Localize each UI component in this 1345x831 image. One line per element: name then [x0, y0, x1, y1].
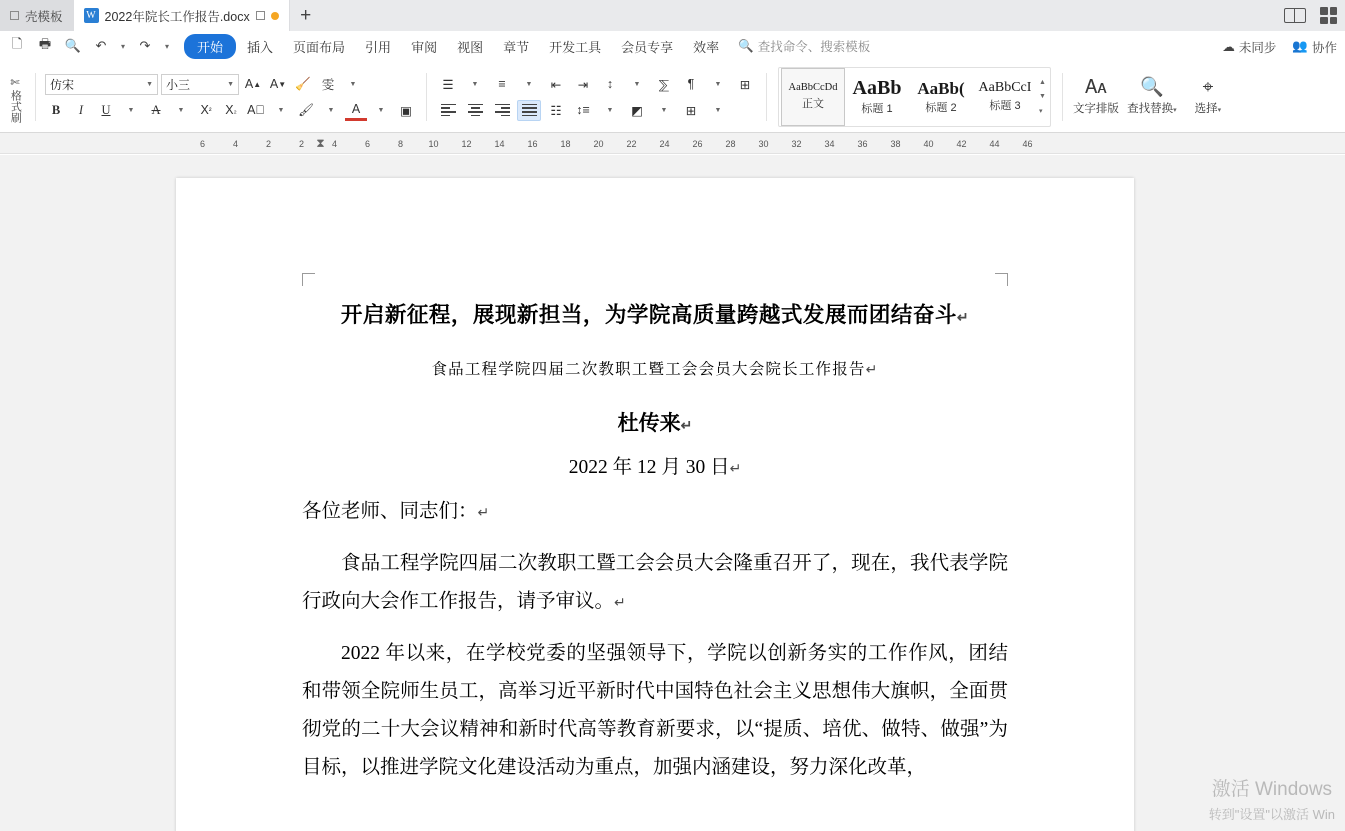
- document-author: 杜传来↵: [617, 411, 693, 435]
- ruler-mark: 10: [428, 138, 439, 149]
- word-file-icon: W: [84, 8, 99, 23]
- style-preview: AaBb: [852, 77, 902, 99]
- paragraph-mark: ↵: [956, 311, 970, 326]
- char-shading-icon[interactable]: ▣: [400, 103, 412, 118]
- sort-icon[interactable]: ↕: [606, 77, 614, 91]
- ruler-mark: 2: [265, 138, 271, 149]
- undo-caret-icon[interactable]: ▾: [120, 41, 125, 51]
- document-title: 开启新征程，展现新担当，为学院高质量跨越式发展而团结奋斗↵: [340, 303, 970, 327]
- tab-developer-tools[interactable]: 开发工具: [549, 39, 602, 55]
- numbering-caret-icon[interactable]: ▼: [525, 80, 533, 88]
- tab-section[interactable]: 章节: [503, 39, 530, 55]
- line-spacing-icon[interactable]: ↕≡: [576, 103, 590, 117]
- paragraph-mark: ↵: [729, 462, 742, 477]
- format-painter-label: 格式刷: [9, 89, 22, 123]
- paragraph-mark: ↵: [680, 419, 693, 434]
- watermark-line-1: 激活 Windows: [1211, 779, 1333, 800]
- close-icon[interactable]: [256, 11, 265, 20]
- new-tab-button[interactable]: [290, 0, 322, 31]
- line-spacing-caret-icon[interactable]: ▼: [606, 106, 614, 114]
- new-tab-label: +: [300, 4, 312, 26]
- format-painter-group: [0, 62, 30, 132]
- collab-label: 协作: [1311, 40, 1337, 55]
- style-heading-1[interactable]: [845, 68, 909, 126]
- char-border-icon[interactable]: A⃞: [247, 103, 265, 117]
- file-icon[interactable]: 🗋: [11, 36, 23, 51]
- divider: [766, 73, 767, 121]
- shading-caret-icon[interactable]: ▼: [660, 106, 668, 114]
- shrink-font-icon[interactable]: A ▼: [269, 77, 287, 91]
- pinyin-caret-icon[interactable]: ▼: [349, 80, 357, 88]
- undo-icon[interactable]: ↶: [95, 38, 107, 53]
- chevron-down-icon: ▼: [146, 80, 153, 88]
- show-marks-caret-icon[interactable]: ▼: [714, 80, 722, 88]
- font-color-icon[interactable]: A: [345, 100, 367, 121]
- style-heading-3[interactable]: [973, 68, 1037, 126]
- text-layout-label: 文字排版: [1072, 103, 1119, 115]
- tabbar-right-controls: [1284, 0, 1337, 31]
- highlight-icon[interactable]: 🖌: [298, 102, 314, 117]
- redo-icon[interactable]: ↷: [139, 38, 151, 53]
- select-button[interactable]: [1180, 66, 1236, 128]
- bullets-caret-icon[interactable]: ▼: [471, 80, 479, 88]
- tab-shell-template[interactable]: [0, 0, 74, 31]
- ruler-mark: 32: [791, 138, 802, 149]
- ribbon-start: [0, 62, 1345, 133]
- sync-status[interactable]: [1222, 38, 1276, 56]
- align-center-icon[interactable]: [463, 100, 487, 121]
- ruler-mark: 18: [560, 138, 571, 149]
- search-icon: 🔍: [738, 38, 754, 53]
- paragraph-mark: ↵: [865, 363, 879, 378]
- document-salutation: 各位老师、同志们：↵: [302, 501, 490, 522]
- collaborate-button[interactable]: [1292, 38, 1337, 56]
- ruler-mark: 20: [593, 138, 604, 149]
- ruler-mark: 46: [1022, 138, 1033, 149]
- ruler-mark: 26: [692, 138, 703, 149]
- align-left-icon[interactable]: [436, 100, 460, 121]
- document-tab-bar: [0, 0, 1345, 31]
- pinyin-guide-icon[interactable]: 雯: [321, 78, 335, 92]
- sort-caret-icon[interactable]: ▼: [633, 80, 641, 88]
- font-group: [41, 62, 421, 132]
- document-subtitle: 食品工程学院四届二次教职工暨工会会员大会院长工作报告↵: [431, 361, 879, 378]
- watermark-line-2: 转到"设置"以激活 Win: [1208, 807, 1335, 822]
- ruler-mark: 40: [923, 138, 934, 149]
- tab-insert[interactable]: 插入: [247, 39, 274, 55]
- ruler-mark: 2: [298, 138, 304, 149]
- ribbon-tabs: [184, 34, 728, 59]
- quick-access-toolbar: [4, 34, 180, 58]
- find-replace-icon: 🔍: [1140, 77, 1164, 98]
- bullets-icon[interactable]: ☰: [442, 77, 454, 92]
- style-label: 标题 2: [925, 101, 957, 114]
- font-color-caret-icon[interactable]: ▼: [377, 106, 385, 114]
- cloud-sync-icon: ☁: [1222, 40, 1235, 54]
- document-content[interactable]: [302, 298, 1008, 787]
- tab-member-exclusive[interactable]: 会员专享: [621, 39, 674, 55]
- divider: [1062, 73, 1063, 121]
- superscript-icon[interactable]: X ²: [200, 103, 212, 117]
- style-gallery-scroll: [1037, 79, 1048, 115]
- ruler-mark: 28: [725, 138, 736, 149]
- ruler-mark: 22: [626, 138, 637, 149]
- style-more-icon[interactable]: ▾: [1039, 108, 1043, 115]
- chevron-down-icon: ▼: [227, 80, 234, 88]
- sync-status-label: 未同步: [1238, 40, 1277, 55]
- windows-activation-watermark: [1209, 774, 1335, 823]
- tab-report-docx[interactable]: [74, 0, 290, 31]
- select-icon: ⌖: [1202, 77, 1214, 98]
- ruler-mark: 12: [461, 138, 472, 149]
- borders-caret-icon[interactable]: ▼: [714, 106, 722, 114]
- ruler-mark: 4: [331, 138, 337, 149]
- margin-corner-top-left: [302, 273, 315, 286]
- grow-font-icon[interactable]: A ▲: [244, 77, 262, 91]
- tab-view[interactable]: 视图: [457, 39, 484, 55]
- subscript-icon[interactable]: X ₂: [225, 103, 237, 117]
- divider: [35, 73, 36, 121]
- template-icon: [10, 11, 19, 20]
- align-justify-icon[interactable]: [517, 100, 541, 121]
- scroll-up-icon[interactable]: ▲: [1039, 79, 1046, 86]
- font-size-select[interactable]: [161, 74, 239, 95]
- ruler-mark: 16: [527, 138, 538, 149]
- table-borders-icon[interactable]: ⊞: [739, 77, 751, 92]
- ruler-mark: 38: [890, 138, 901, 149]
- paragraph-mark: ↵: [614, 596, 626, 612]
- increase-indent-icon[interactable]: ⇥: [577, 77, 589, 92]
- menu-bar: [0, 31, 1345, 62]
- text-layout-button[interactable]: [1068, 66, 1124, 128]
- style-preview: AaBbCcDd: [788, 81, 838, 93]
- format-painter-icon[interactable]: ✄: [10, 77, 20, 90]
- print-preview-icon[interactable]: 🔍: [64, 38, 82, 53]
- show-marks-icon[interactable]: ¶: [687, 77, 695, 91]
- margin-corner-top-right: [995, 273, 1008, 286]
- find-replace-label: 查找替换▾: [1127, 103, 1177, 115]
- ruler-mark: 4: [232, 138, 238, 149]
- select-label: 选择▾: [1194, 103, 1222, 115]
- char-border-caret-icon[interactable]: ▼: [277, 106, 285, 114]
- document-page[interactable]: [176, 178, 1134, 831]
- ruler-mark: 34: [824, 138, 835, 149]
- numbering-icon[interactable]: ≡: [498, 77, 506, 91]
- document-paragraph: 2022 年以来，在学校党委的坚强领导下，学院以创新务实的工作作风，团结和带领全院师生员工，高举习近平新时代中国特色社会主义思想伟大旗帜，全面贯彻党的二十大会议精神和新时代高等教育新要求，以“提质、培优、做特、做强”为目标，以推进学院文化建设活动为重点，加强内涵建设，努力深化改革，: [302, 643, 1008, 779]
- font-name-select[interactable]: [45, 74, 158, 95]
- style-label: 标题 3: [989, 100, 1021, 112]
- style-heading-2[interactable]: [909, 68, 973, 126]
- ruler-mark: 8: [397, 138, 403, 149]
- document-paragraph: 食品工程学院四届二次教职工暨工会会员大会隆重召开了，现在，我代表学院行政向大会作工作报告，请予审议。↵: [302, 553, 1008, 613]
- bold-icon[interactable]: B: [51, 102, 61, 117]
- tab-references[interactable]: 引用: [365, 39, 392, 55]
- font-name-value: 仿宋: [50, 77, 75, 92]
- command-search[interactable]: [738, 37, 870, 55]
- grid-view-icon[interactable]: [1320, 7, 1337, 24]
- decrease-indent-icon[interactable]: ⇤: [550, 77, 562, 92]
- tab-efficiency[interactable]: 效率: [693, 39, 720, 55]
- strikethrough-caret-icon[interactable]: ▼: [177, 106, 185, 114]
- italic-icon[interactable]: I: [78, 102, 84, 117]
- ruler-mark: 36: [857, 138, 868, 149]
- underline-icon[interactable]: U: [101, 102, 111, 117]
- ruler-mark: 30: [758, 138, 769, 149]
- style-preview: AaBbCcI: [978, 80, 1032, 95]
- align-right-icon[interactable]: [490, 100, 514, 121]
- print-icon[interactable]: 🖶: [38, 36, 52, 51]
- tab-label: 壳模板: [25, 9, 63, 24]
- ruler-mark: 14: [494, 138, 505, 149]
- horizontal-ruler[interactable]: [0, 133, 1345, 154]
- style-gallery: [778, 67, 1051, 127]
- style-label: 正文: [802, 98, 824, 111]
- redo-caret-icon[interactable]: ▾: [164, 41, 169, 51]
- borders-icon[interactable]: ⊞: [685, 103, 697, 118]
- tab-label: 2022年院长工作报告.docx: [104, 9, 250, 24]
- find-replace-button[interactable]: [1124, 66, 1180, 128]
- scroll-down-icon[interactable]: ▼: [1039, 93, 1046, 100]
- highlight-caret-icon[interactable]: ▼: [327, 106, 335, 114]
- menu-right-controls: [1222, 31, 1337, 62]
- underline-caret-icon[interactable]: ▼: [127, 106, 135, 114]
- tab-review[interactable]: 审阅: [411, 39, 438, 55]
- strikethrough-icon[interactable]: A: [151, 102, 161, 117]
- split-view-icon[interactable]: [1284, 8, 1306, 23]
- distribute-icon[interactable]: ☷: [550, 103, 562, 118]
- unsaved-dot-icon: [271, 12, 279, 20]
- ruler-mark: 6: [364, 138, 370, 149]
- style-body-text[interactable]: [781, 68, 845, 126]
- tab-start[interactable]: 开始: [184, 34, 236, 59]
- document-canvas[interactable]: [0, 155, 1345, 831]
- ruler-mark: 6: [199, 138, 205, 149]
- font-size-value: 小三: [166, 77, 191, 92]
- document-date: 2022 年 12 月 30 日↵: [568, 457, 742, 478]
- paragraph-group: [432, 62, 761, 132]
- search-placeholder: 查找命令、搜索模板: [757, 40, 871, 54]
- style-preview: AaBb(: [917, 78, 965, 98]
- ruler-mark: 44: [989, 138, 1000, 149]
- collab-icon: 👥: [1292, 39, 1308, 53]
- divider: [426, 73, 427, 121]
- ruler-mark: 24: [659, 138, 670, 149]
- ruler-mark: 42: [956, 138, 967, 149]
- text-layout-icon: 🗛: [1085, 77, 1107, 98]
- shading-icon[interactable]: ◩: [631, 103, 643, 118]
- style-label: 标题 1: [861, 103, 893, 115]
- tab-page-layout[interactable]: 页面布局: [293, 39, 346, 55]
- multilevel-list-icon[interactable]: ⅀: [658, 77, 670, 92]
- clear-format-icon[interactable]: 🧹: [295, 76, 311, 91]
- paragraph-mark: ↵: [477, 506, 490, 521]
- indent-marker-icon[interactable]: ⧗: [316, 136, 325, 150]
